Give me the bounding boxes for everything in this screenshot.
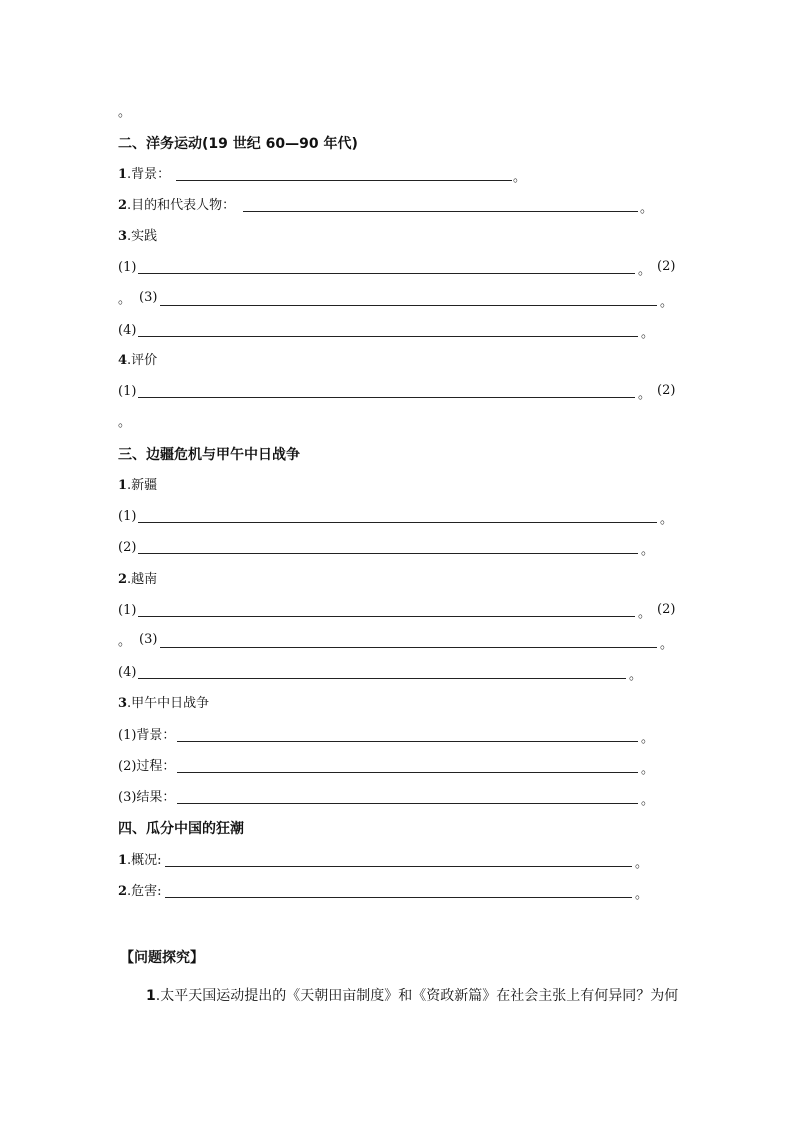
item-number: 1	[118, 853, 128, 868]
period-mark: 。	[118, 292, 132, 307]
period-mark: 。	[641, 793, 655, 808]
period-mark: 。	[641, 326, 655, 341]
item-number: 2	[118, 884, 128, 899]
period-mark: 。	[640, 201, 654, 216]
period-mark: 。	[638, 263, 652, 278]
question-number: 1	[146, 988, 156, 1004]
period-mark: 。	[118, 634, 132, 649]
answer-blank[interactable]	[176, 166, 512, 181]
item-number: 1	[118, 167, 128, 182]
item-purpose	[118, 196, 235, 216]
answer-blank[interactable]	[160, 633, 657, 648]
item-vietnam	[118, 570, 157, 590]
item-overview	[118, 851, 162, 871]
item-label: .目的和代表人物：	[127, 198, 236, 213]
period-mark: 。	[635, 887, 649, 902]
item-label: .危害:	[127, 884, 162, 899]
sub-item-label: (2)	[657, 259, 676, 274]
period-mark: 。	[660, 637, 674, 652]
period-mark: 。	[629, 668, 643, 683]
period-mark: 。	[660, 512, 674, 527]
sub-item-label: (2)	[118, 540, 137, 555]
sub-item-label: (2)过程：	[118, 759, 176, 774]
sub-item-label: (1)背景：	[118, 728, 176, 743]
answer-blank[interactable]	[138, 664, 626, 679]
answer-blank[interactable]	[177, 789, 638, 804]
answer-blank[interactable]	[138, 539, 638, 554]
answer-blank[interactable]	[160, 291, 657, 306]
period-mark: 。	[635, 856, 649, 871]
item-number: 2	[118, 572, 128, 587]
sub-item-label: (1)	[118, 384, 137, 399]
sub-item-label: (4)	[118, 323, 137, 338]
answer-blank[interactable]	[165, 883, 632, 898]
item-number: 2	[118, 198, 128, 213]
period-mark: 。	[118, 105, 132, 120]
item-label: .越南	[127, 572, 158, 587]
period-mark: 。	[513, 170, 527, 185]
period-mark: 。	[638, 606, 652, 621]
sub-item-label: (3)结果：	[118, 790, 176, 805]
item-label: .甲午中日战争	[127, 696, 210, 711]
item-label: .新疆	[127, 478, 158, 493]
item-xinjiang	[118, 476, 157, 496]
sub-item-label: (4)	[118, 665, 137, 680]
sub-item-label: (1)	[118, 260, 137, 275]
inquiry-title: 【问题探究】	[120, 950, 204, 966]
item-label: .概况:	[127, 853, 162, 868]
sub-item-label: (1)	[118, 603, 137, 618]
section-title-yangwu: 二、洋务运动(19 世纪 60—90 年代)	[118, 136, 358, 152]
item-label: .评价	[127, 353, 158, 368]
answer-blank[interactable]	[138, 602, 635, 617]
item-evaluation	[118, 351, 157, 371]
sub-item-label: (2)	[657, 383, 676, 398]
section-title-partition: 四、瓜分中国的狂潮	[118, 821, 244, 837]
item-label: .背景：	[127, 167, 171, 182]
inquiry-question	[146, 986, 678, 1006]
answer-blank[interactable]	[177, 758, 638, 773]
answer-blank[interactable]	[243, 197, 638, 212]
sub-item-label: (2)	[657, 602, 676, 617]
sub-item-label: (3)	[139, 632, 158, 647]
period-mark: 。	[641, 731, 655, 746]
answer-blank[interactable]	[165, 852, 632, 867]
sub-item-label: (1)	[118, 509, 137, 524]
item-number: 1	[118, 478, 128, 493]
question-text: .太平天国运动提出的《天朝田亩制度》和《资政新篇》在社会主张上有何异同？为何	[155, 988, 679, 1004]
item-number: 3	[118, 696, 128, 711]
item-label: .实践	[127, 229, 158, 244]
period-mark: 。	[641, 762, 655, 777]
section-title-frontier: 三、边疆危机与甲午中日战争	[118, 447, 300, 463]
period-mark: 。	[638, 387, 652, 402]
period-mark: 。	[660, 295, 674, 310]
answer-blank[interactable]	[138, 259, 635, 274]
item-practice	[118, 227, 157, 247]
answer-blank[interactable]	[138, 508, 657, 523]
item-background	[118, 165, 170, 185]
answer-blank[interactable]	[138, 383, 635, 398]
item-sino-japanese-war	[118, 694, 209, 714]
answer-blank[interactable]	[138, 322, 638, 337]
period-mark: 。	[641, 543, 655, 558]
answer-blank[interactable]	[177, 727, 638, 742]
item-harm	[118, 882, 162, 902]
item-number: 4	[118, 353, 128, 368]
item-number: 3	[118, 229, 128, 244]
sub-item-label: (3)	[139, 290, 158, 305]
period-mark: 。	[118, 415, 132, 430]
